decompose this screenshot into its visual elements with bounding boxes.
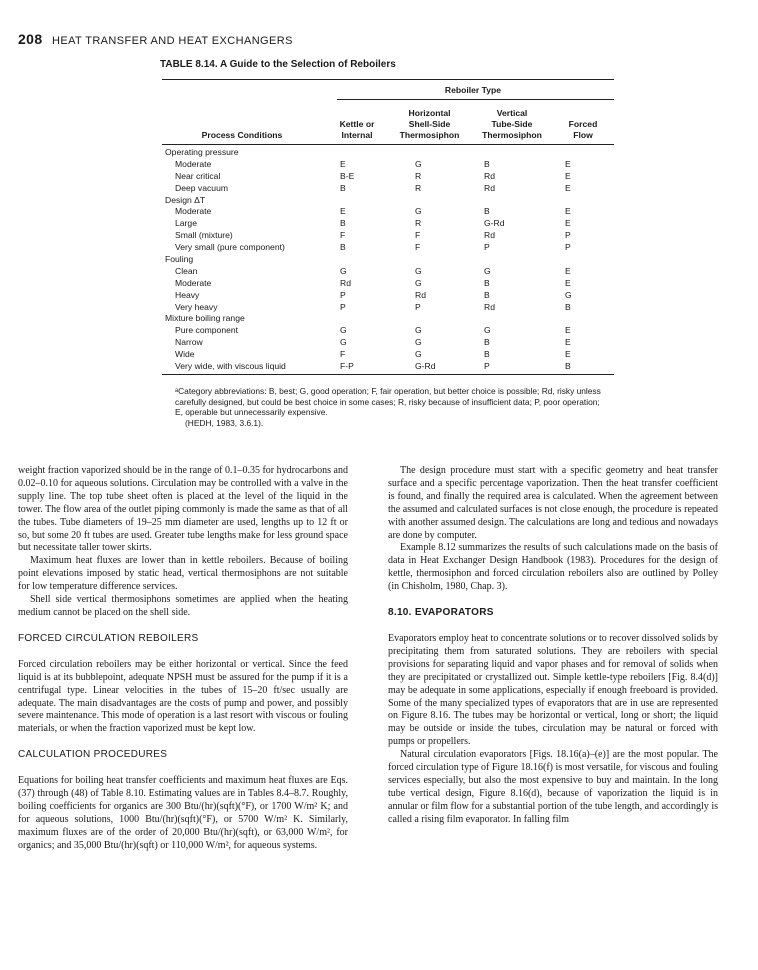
table-row xyxy=(162,349,614,361)
footnote-source: (HEDH, 1983, 3.6.1). xyxy=(185,417,264,428)
rating-cell: G xyxy=(415,265,422,276)
rating-cell: G xyxy=(415,158,422,169)
row-condition-label: Deep vacuum xyxy=(175,182,229,193)
reboiler-selection-table xyxy=(162,79,614,375)
rating-cell: P xyxy=(484,361,490,372)
rating-cell: E xyxy=(565,218,571,229)
rating-cell: P xyxy=(565,242,571,253)
table-row xyxy=(162,230,614,242)
rating-cell: F xyxy=(415,230,421,241)
table-group-row xyxy=(162,313,614,325)
table-row xyxy=(162,278,614,290)
body-paragraph: Forced circulation reboilers may be either horizontal or vertical. Since the feed liquid is at its bubblepoint, adequate NPSH must be assured for the pump if it is a centrifugal type. Linear velocities in the tubes of 15–20 ft/sec usually are adequate. The main disadvantages are the costs of pump and power, and possibly severe maintenance. This mode of operation is a last resort with viscous or fouling materials, or when the fraction vaporized must be kept low. xyxy=(18,658,348,735)
rating-cell: Rd xyxy=(484,301,495,312)
rating-cell: F xyxy=(340,349,346,360)
table-body xyxy=(162,145,614,373)
column-header: Horizontal Shell-Side Thermosiphon xyxy=(399,108,460,140)
row-condition-label: Large xyxy=(175,218,197,229)
row-condition-label: Clean xyxy=(175,265,198,276)
page-number: 208 xyxy=(18,31,43,47)
table-group-header xyxy=(162,80,614,100)
rating-cell: E xyxy=(565,206,571,217)
rating-cell: F xyxy=(415,242,421,253)
rating-cell: B xyxy=(484,277,490,288)
table-bottom-rule xyxy=(162,374,614,375)
table-row xyxy=(162,183,614,195)
rating-cell: E xyxy=(565,349,571,360)
rating-cell: G xyxy=(415,349,422,360)
row-condition-label: Moderate xyxy=(175,206,212,217)
rating-cell: B xyxy=(340,218,346,229)
row-condition-label: Pure component xyxy=(175,325,239,336)
table-row xyxy=(162,242,614,254)
body-paragraph: Equations for boiling heat transfer coefficients and maximum heat fluxes are Eqs. (37) through (48) of Table 8.10. Estimating values are in Tables 8.4–8.7. Roughly, boiling coefficients for organics are 300 Btu/(hr)(sqft)(°F), or 1700 W/m² K; and for aqueous solutions, 1000 Btu/(hr)(sqft)(°F), or 5700 W/m² K. Similarly, maximum fluxes are of the order of 20,000 Btu/(hr)(sqft), or 63,000 W/m², for organics; and 35,000 Btu/(hr)(sqft) or 110,000 W/m², for aqueous systems. xyxy=(18,775,348,851)
right-text-column xyxy=(388,465,718,827)
table-footnote xyxy=(175,386,603,428)
rating-cell: P xyxy=(340,301,346,312)
rating-cell: R xyxy=(415,218,422,229)
rating-cell: G xyxy=(340,337,347,348)
body-paragraph: Evaporators employ heat to concentrate solutions or to recover dissolved solids by precipitating them from saturated solutions. They are reboilers with special provisions for separating liquid and vapor phases and for removal of solids when they are precipitated or crystallized out. Simple kettle-type reboilers [Fig. 8.4(d)] may be adequate in some applications, especially if enough freeboard is provided. Some of the many specialized types of evaporators that are in use are represented on Figure 8.16. The tubes may be horizontal or vertical, long or short; the liquid may be outside or inside the tubes, circulation may be natural or forced with pumps or propellers. xyxy=(388,632,718,748)
rating-cell: G xyxy=(484,265,491,276)
rating-cell: B xyxy=(484,337,490,348)
table-group-row xyxy=(162,147,614,159)
column-header: Vertical Tube-Side Thermosiphon xyxy=(482,108,542,140)
table-column-headers xyxy=(162,100,614,144)
rating-cell: E xyxy=(565,265,571,276)
rating-cell: F-P xyxy=(340,361,354,372)
section-heading: CALCULATION PROCEDURES xyxy=(18,749,168,761)
table-row xyxy=(162,171,614,183)
section-heading: 8.10. EVAPORATORS xyxy=(388,607,494,619)
row-group-label: Fouling xyxy=(165,254,194,265)
table-group-row xyxy=(162,195,614,207)
row-condition-label: Small (mixture) xyxy=(175,230,233,241)
rating-cell: E xyxy=(565,158,571,169)
table-row xyxy=(162,302,614,314)
rating-cell: B xyxy=(484,289,490,300)
rating-cell: B xyxy=(484,349,490,360)
rating-cell: B xyxy=(484,158,490,169)
body-paragraph: The design procedure must start with a specific geometry and heat transfer surface and a specific percentage vaporization. Then the heat transfer coefficient is found, and finally the required area is calculated. When the agreement between the assumed and calculated surfaces is not close enough, the procedure is repeated with another assumed design. The calculations are long and tedious and nowadays are done by computer. xyxy=(388,465,718,541)
rating-cell: P xyxy=(484,242,490,253)
rating-cell: B-E xyxy=(340,170,355,181)
rating-cell: B xyxy=(565,301,571,312)
rating-cell: B xyxy=(340,242,346,253)
column-header: Process Conditions xyxy=(201,130,283,140)
body-paragraph: Shell side vertical thermosiphons sometimes are applied when the heating medium cannot be placed on the shell side. xyxy=(18,594,348,618)
column-header: Kettle or Internal xyxy=(339,119,375,140)
rating-cell: E xyxy=(565,337,571,348)
row-condition-label: Very wide, with viscous liquid xyxy=(175,361,286,372)
table-row xyxy=(162,159,614,171)
rating-cell: E xyxy=(565,277,571,288)
row-condition-label: Very heavy xyxy=(175,301,218,312)
row-group-label: Mixture boiling range xyxy=(165,313,245,324)
rating-cell: E xyxy=(340,206,346,217)
rating-cell: G xyxy=(484,325,491,336)
table-row xyxy=(162,218,614,230)
body-paragraph: Maximum heat fluxes are lower than in kettle reboilers. Because of boiling point elevations imposed by static head, vertical thermosiphons are not suitable for low temperature difference services. xyxy=(18,555,348,593)
table-row xyxy=(162,290,614,302)
table-row xyxy=(162,337,614,349)
running-head xyxy=(18,31,293,47)
table-row xyxy=(162,361,614,373)
group-header-label: Reboiler Type xyxy=(444,85,502,95)
rating-cell: G xyxy=(415,325,422,336)
body-paragraph: Example 8.12 summarizes the results of such calculations made on the basis of data in Heat Exchanger Design Handbook (1983). Procedures for the design of kettle, thermosiphon and forced circulation reboilers also are outlined by Polley (in Chisholm, 1980, Chap. 3). xyxy=(388,542,718,593)
rating-cell: Rd xyxy=(415,289,426,300)
rating-cell: G xyxy=(340,325,347,336)
table-group-row xyxy=(162,254,614,266)
rating-cell: G xyxy=(415,206,422,217)
row-condition-label: Heavy xyxy=(175,289,200,300)
row-condition-label: Near critical xyxy=(175,170,221,181)
rating-cell: Rd xyxy=(484,170,495,181)
table-row xyxy=(162,206,614,218)
rating-cell: E xyxy=(565,170,571,181)
rating-cell: R xyxy=(415,170,422,181)
running-title: HEAT TRANSFER AND HEAT EXCHANGERS xyxy=(52,35,293,47)
rating-cell: G xyxy=(415,277,422,288)
row-condition-label: Very small (pure component) xyxy=(175,242,285,253)
rating-cell: E xyxy=(565,325,571,336)
rating-cell: Rd xyxy=(484,182,495,193)
rating-cell: G xyxy=(415,337,422,348)
rating-cell: Rd xyxy=(484,230,495,241)
row-condition-label: Wide xyxy=(175,349,195,360)
section-heading: FORCED CIRCULATION REBOILERS xyxy=(18,632,199,644)
body-paragraph: weight fraction vaporized should be in the range of 0.1–0.35 for hydrocarbons and 0.02–0.10 for aqueous solutions. Circulation may be controlled with a valve in the supply line. The top tube sheet often is placed at the level of the liquid in the tower. The flow area of the outlet piping commonly is made the same as that of all the tubes. Tube diameters of 19–25 mm diameter are used, lengths up to 12 ft or so, but some 20 ft tubes are used. Greater tube lengths make for less ground space but necessitate taller tower skirts. xyxy=(18,465,348,554)
rating-cell: E xyxy=(565,182,571,193)
row-condition-label: Moderate xyxy=(175,277,212,288)
rating-cell: F xyxy=(340,230,346,241)
rating-cell: P xyxy=(340,289,346,300)
rating-cell: P xyxy=(565,230,571,241)
rating-cell: P xyxy=(415,301,421,312)
rating-cell: R xyxy=(415,182,422,193)
left-text-column xyxy=(18,465,348,853)
row-condition-label: Narrow xyxy=(175,337,203,348)
row-group-label: Design ΔT xyxy=(165,194,206,205)
rating-cell: G xyxy=(340,265,347,276)
footnote-text: ᵃCategory abbreviations: B, best; G, good operation; F, fair operation, but better choice is possible; Rd, risky unless carefully designed, but could be best choice in some cases; R, risky because of insufficient data; P, poor operation; E, operable but unnecessarily expensive. xyxy=(175,386,601,417)
table-row xyxy=(162,325,614,337)
table-caption: TABLE 8.14. A Guide to the Selection of Reboilers xyxy=(160,59,396,70)
rating-cell: G-Rd xyxy=(484,218,505,229)
rating-cell: B xyxy=(565,361,571,372)
body-paragraph: Natural circulation evaporators [Figs. 18.16(a)–(e)] are the most popular. The forced circulation type of Figure 18.16(f) is most versatile, for viscous and fouling services especially, but also the most expensive to buy and maintain. In the long tube vertical design, Figure 8.16(d), because of vaporization the liquid is in annular or film flow for a substantial portion of the tube length, and accordingly is called a rising film evaporator. In falling film xyxy=(388,749,718,825)
table-row xyxy=(162,266,614,278)
column-header: Forced Flow xyxy=(568,119,598,140)
rating-cell: E xyxy=(340,158,346,169)
rating-cell: G xyxy=(565,289,572,300)
row-condition-label: Moderate xyxy=(175,158,212,169)
rating-cell: Rd xyxy=(340,277,351,288)
row-group-label: Operating pressure xyxy=(165,147,239,157)
rating-cell: B xyxy=(484,206,490,217)
rating-cell: G-Rd xyxy=(415,361,436,372)
rating-cell: B xyxy=(340,182,346,193)
